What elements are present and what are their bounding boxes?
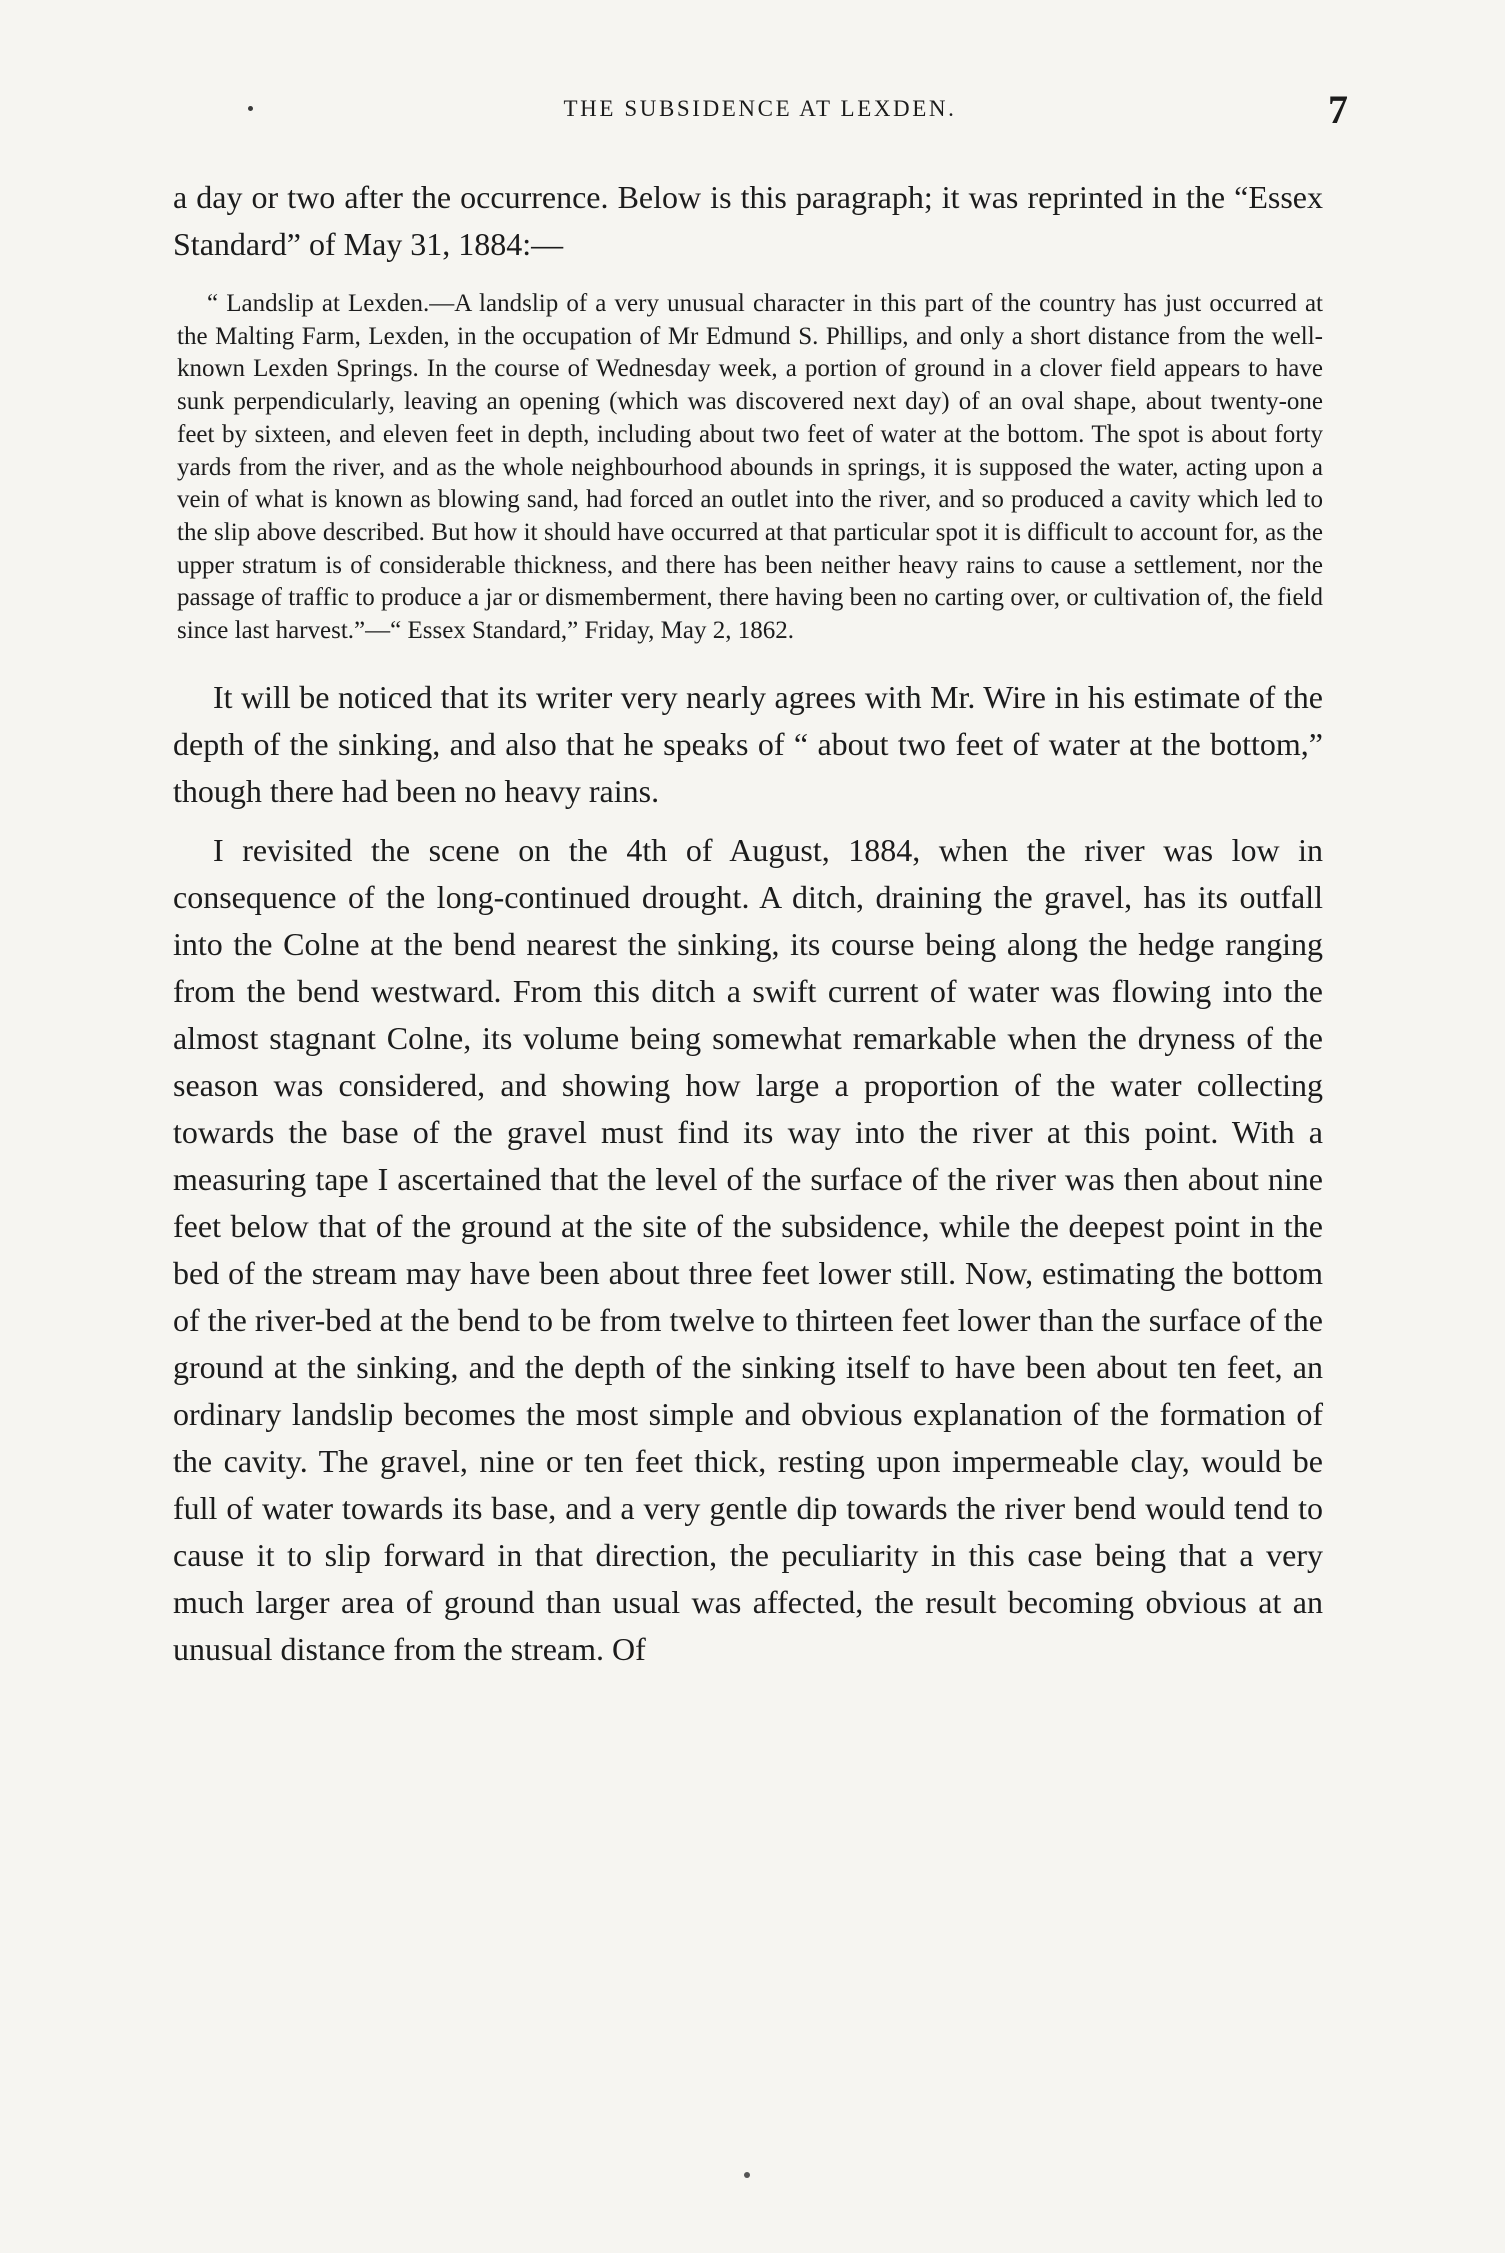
running-head	[170, 87, 1350, 132]
paragraph-revisited: I revisited the scene on the 4th of August, 1884, when the river was low in consequence of the long-continued drought. A ditch, draining the gravel, has its outfall into the Colne at the bend nearest the sinking, its course being along the hedge ranging from the bend westward. From this ditch a swift current of water was flowing into the almost stagnant Colne, its volume being somewhat remarkable when the dryness of the season was considered, and showing how large a proportion of the water collecting towards the base of the gravel must find its way into the river at this point. With a measuring tape I ascertained that the level of the surface of the river was then about nine feet below that of the ground at the site of the subsidence, while the deepest point in the bed of the stream may have been about three feet lower still. Now, estimating the bottom of the river-bed at the bend to be from twelve to thirteen feet lower than the surface of the ground at the sinking, and the depth of the sinking itself to have been about ten feet, an ordinary landslip becomes the most simple and obvious explanation of the formation of the cavity. The gravel, nine or ten feet thick, resting upon impermeable clay, would be full of water towards its base, and a very gentle dip towards the river bend would tend to cause it to slip forward in that direction, the peculiarity in this case being that a very much larger area of ground than usual was affected, the result becoming obvious at an unusual distance from the stream. Of	[173, 831, 1323, 1667]
page-number: 7	[1328, 87, 1348, 132]
quoted-newspaper-extract: “ Landslip at Lexden.—A landslip of a very unusual character in this part of the country has just occurred at the Malting Farm, Lexden, in the occupation of Mr Edmund S. Phillips, and only a short distance from the well-known Lexden Springs. In the course of Wednesday week, a portion of ground in a clover field appears to have sunk perpendicularly, leaving an opening (which was discovered next day) of an oval shape, about twenty-one feet by sixteen, and eleven feet in depth, including about two feet of water at the bottom. The spot is about forty yards from the river, and as the whole neighbourhood abounds in springs, it is supposed the water, acting upon a vein of what is known as blowing sand, had forced an outlet into the river, and so produced a cavity which led to the slip above described. But how it should have occurred at that particular spot it is difficult to account for, as the upper stratum is of considerable thickness, and there has been neither heavy rains to cause a settlement, nor the passage of traffic to produce a jar or dismemberment, there having been no carting over, or cultivation of, the field since last harvest.”—“ Essex Standard,” Friday, May 2, 1862.	[177, 290, 1323, 645]
body-text	[173, 174, 1323, 1673]
paragraph-intro: a day or two after the occurrence. Below is this paragraph; it was reprinted in the “Essex Standard” of May 31, 1884:—	[173, 179, 1323, 262]
ornament-dot	[744, 2172, 750, 2178]
paragraph-noticed: It will be noticed that its writer very nearly agrees with Mr. Wire in his estimate of the depth of the sinking, and also that he speaks of “ about two feet of water at the bottom,” though there had been no heavy rains.	[173, 678, 1323, 809]
running-title: THE SUBSIDENCE AT LEXDEN.	[563, 96, 957, 121]
